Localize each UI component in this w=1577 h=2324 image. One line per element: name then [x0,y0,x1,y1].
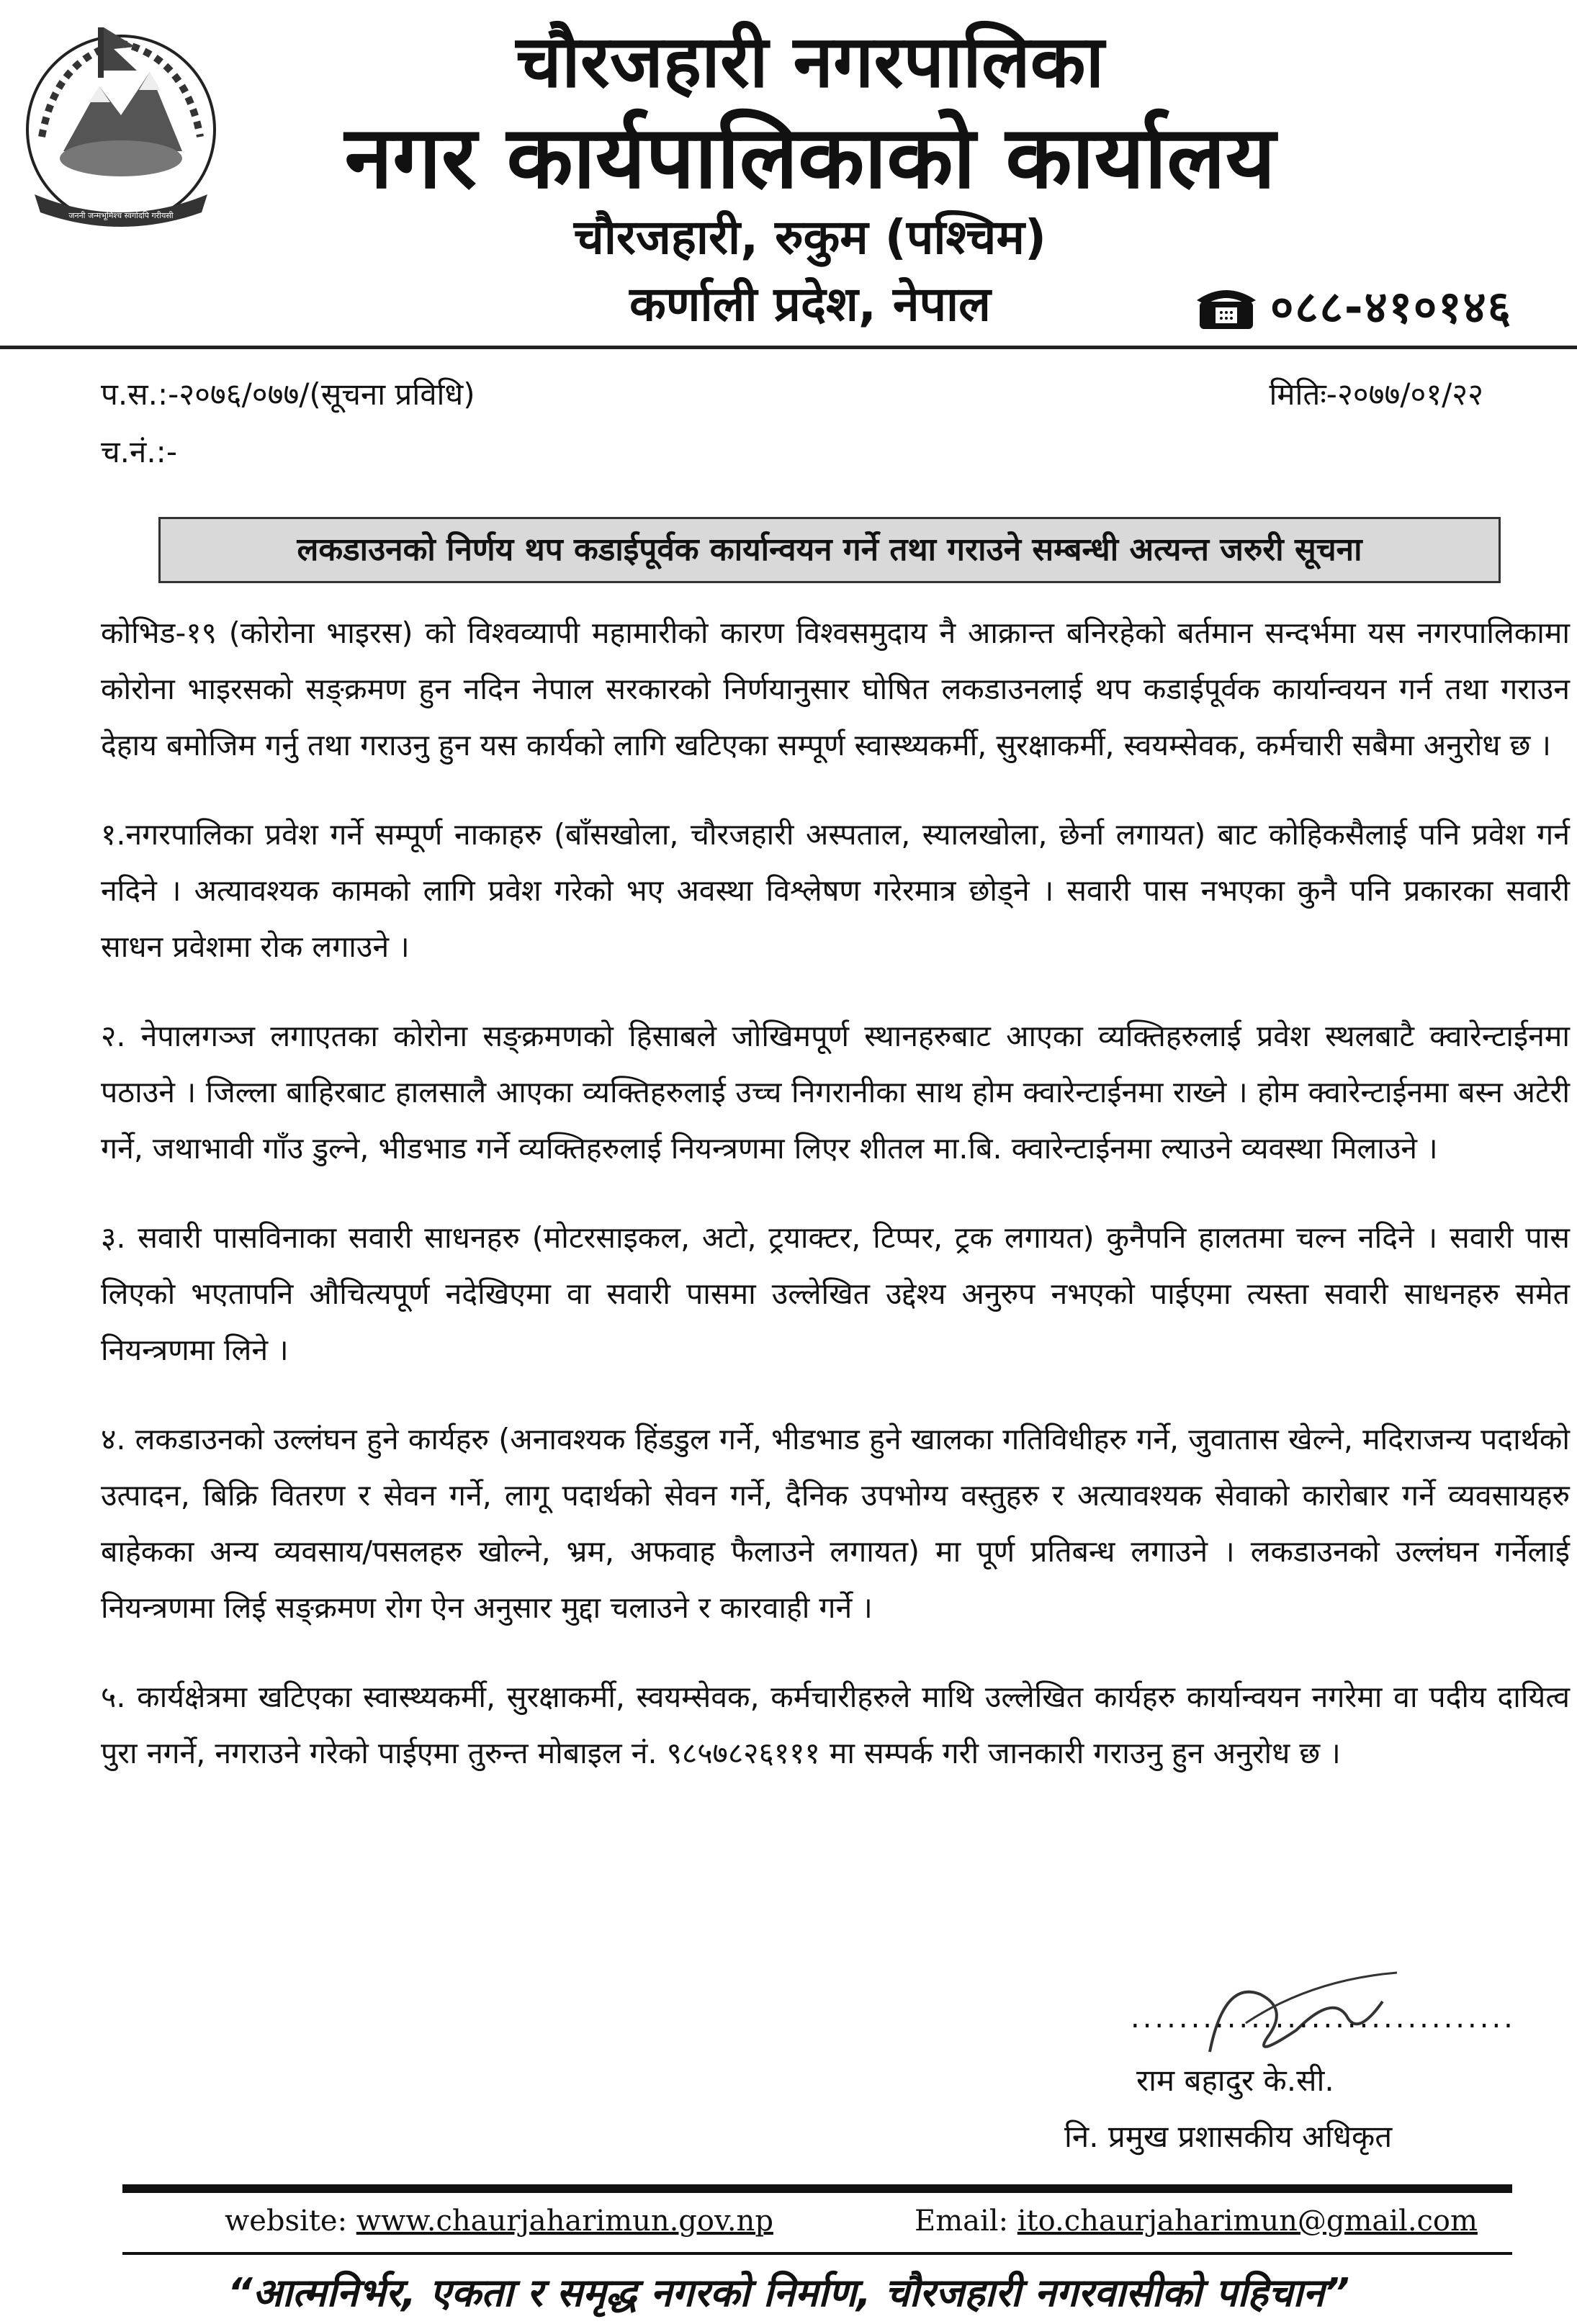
website-label: website: [225,2204,348,2238]
signature-line: ................................ [1131,2001,1516,2035]
signatory-name: राम बहादुर के.सी. [1136,2063,1334,2098]
point-1: १.नगरपालिका प्रवेश गर्ने सम्पूर्ण नाकाहरु (बाँसखोला, चौरजहारी अस्पताल, स्यालखोला, छेर्ना लगायत) बाट कोहिकसैलाई पनि प्रवेश गर्न नदिने । अत्यावश्यक कामको लागि प्रवेश गरेको भए अवस्था विश्लेषण गरेरमात्र छोड्ने । सवारी पास नभएका कुनै पनि प्रकारका सवारी साधन प्रवेशमा रोक लगाउने । [101,817,1570,964]
point-4: ४. लकडाउनको उल्लंघन हुने कार्यहरु (अनावश्यक हिंडडुल गर्ने, भीडभाड हुने खालका गतिविधीहरु गर्ने, जुवातास खेल्ने, मदिराजन्य पदार्थको उत्पादन, बिक्रि वितरण र सेवन गर्ने, लागू पदार्थको सेवन गर्ने, दैनिक उपभोग्य वस्तुहरु र अत्यावश्यक सेवाको कारोबार गर्ने व्यवसायहरु बाहेकका अन्य व्यवसाय/पसलहरु खोल्ने, भ्रम, अफवाह फैलाउने लगायत) मा पूर्ण प्रतिबन्ध लगाउने । लकडाउनको उल्लंघन गर्नेलाई नियन्त्रणमा लिई सङ्क्रमण रोग ऐन अनुसार मुद्दा चलाउने र कारवाही गर्ने । [101,1422,1570,1625]
email-block [915,2197,1478,2245]
municipality-slogan: “आत्मनिर्भर, एकता र समृद्ध नगरको निर्माण, चौरजहारी नगरवासीको पहिचान” [227,2270,1350,2315]
notice-body [101,605,1570,1814]
email-link[interactable]: ito.chaurjaharimun@gmail.com [1017,2204,1478,2238]
intro-paragraph: कोभिड-१९ (कोरोना भाइरस) को विश्वव्यापी महामारीको कारण विश्वसमुदाय नै आक्रान्त बनिरहेको बर्तमान सन्दर्भमा यस नगरपालिकामा कोरोना भाइरसको सङ्क्रमण हुन नदिन नेपाल सरकारको निर्णयानुसार घोषित लकडाउनलाई थप कडाईपूर्वक कार्यान्वयन गर्न तथा गराउन देहाय बमोजिम गर्नु तथा गराउनु हुन यस कार्यको लागि खटिएका सम्पूर्ण स्वास्थ्यकर्मी, सुरक्षाकर्मी, स्वयम्सेवक, कर्मचारी सबैमा अनुरोध छ । [101,616,1570,762]
point-3: ३. सवारी पासविनाका सवारी साधनहरु (मोटरसाइकल, अटो, ट्रयाक्टर, टिप्पर, ट्रक लगायत) कुनैपनि हालतमा चल्न नदिने । सवारी पास लिएको भएतापनि औचित्यपूर्ण नदेखिएमा वा सवारी पासमा उल्लेखित उद्देश्य अनुरुप नभएको पाईएमा त्यस्ता सवारी साधनहरु समेत नियन्त्रणमा लिने । [101,1220,1570,1367]
notice-date: मितिः-२०७७/०१/२२ [1269,377,1483,412]
footer-divider-thin [122,2252,1512,2255]
emblem-motto: जननी जन्मभूमिश्च स्वर्गादपि गरीयसी [68,211,174,220]
notice-subject: लकडाउनको निर्णय थप कडाईपूर्वक कार्यान्वयन गर्ने तथा गराउने सम्बन्धी अत्यन्त जरुरी सूचना [158,517,1501,583]
website-link[interactable]: www.chaurjaharimun.gov.np [356,2204,773,2238]
telephone-icon [1194,280,1259,332]
office-name: नगर कार्यपालिकाको कार्यालय [344,108,1276,208]
signatory-title: नि. प्रमुख प्रशासकीय अधिकृत [1064,2119,1393,2154]
point-5: ५. कार्यक्षेत्रमा खटिएका स्वास्थ्यकर्मी, सुरक्षाकर्मी, स्वयम्सेवक, कर्मचारीहरुले माथि उल्लेखित कार्यहरु कार्यान्वयन नगरेमा वा पदीय दायित्व पुरा नगर्ने, नगराउने गरेको पाईएमा तुरुन्त मोबाइल नं. ९८५७८२६१११ मा सम्पर्क गरी जानकारी गराउनु हुन अनुरोध छ । [101,1680,1570,1770]
phone-number: ०८८-४१०१४६ [1270,281,1512,333]
municipality-name: चौरजहारी नगरपालिका [516,19,1105,104]
website-block [225,2197,773,2245]
email-label: Email: [915,2204,1009,2238]
address-line-1: चौरजहारी, रुकुम (पश्चिम) [573,210,1047,265]
phone-block [1194,274,1512,338]
footer-divider-thick [122,2184,1512,2193]
reference-number: प.स.:-२०७६/०७७/(सूचना प्रविधि) [101,377,475,412]
dispatch-number: च.नं.:- [101,434,177,469]
point-2: २. नेपालगञ्ज लगाएतका कोरोना सङ्क्रमणको हिसाबले जोखिमपूर्ण स्थानहरुबाट आएका व्यक्तिहरुलाई प्रवेश स्थलबाटै क्वारेन्टाईनमा पठाउने । जिल्ला बाहिरबाट हालसालै आएका व्यक्तिहरुलाई उच्च निगरानीका साथ होम क्वारेन्टाईनमा राख्ने । होम क्वारेन्टाईनमा बस्न अटेरी गर्ने, जथाभावी गाँउ डुल्ने, भीडभाड गर्ने व्यक्तिहरुलाई नियन्त्रणमा लिएर शीतल मा.बि. क्वारेन्टाईनमा ल्याउने व्यवस्था मिलाउने । [101,1019,1570,1166]
address-line-2: कर्णाली प्रदेश, नेपाल [629,276,991,332]
header-divider [0,346,1577,349]
